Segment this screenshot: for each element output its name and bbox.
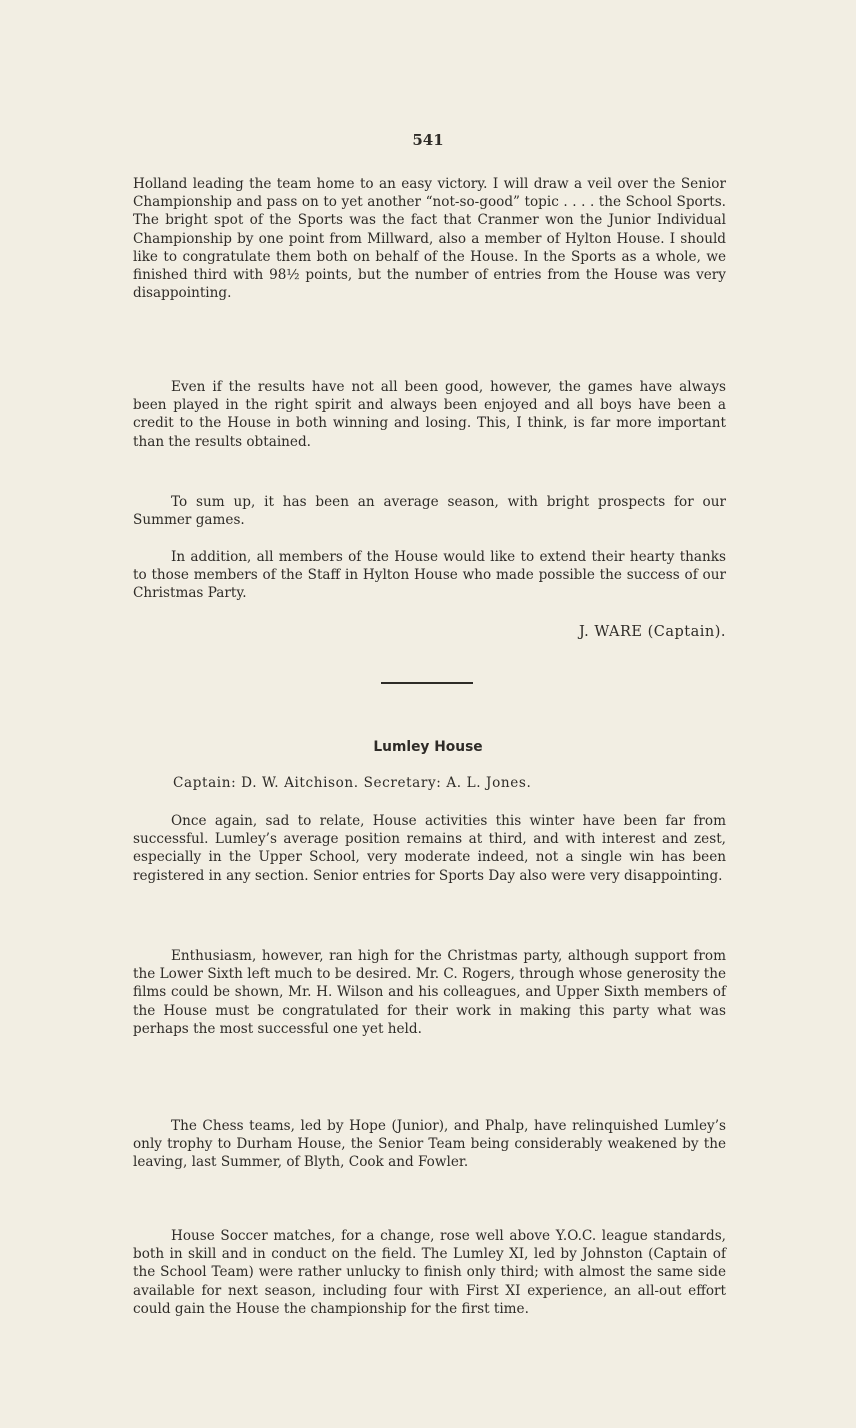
lumley-paragraph-4: House Soccer matches, for a change, rose well above Y.O.C. league standards, both in skill and in conduct on the field. The Lumley XI, led by Johnston (Captain of the School Team) were rather unlucky to finish only third; with almost the same side available for next season, including four with First XI experience, an all-out effort could gain the House the championship for the first time. <box>133 1228 726 1317</box>
lumley-paragraph-2: Enthusiasm, however, ran high for the Christmas party, although support from the Lower Sixth left much to be desired. Mr. C. Rogers, through whose generosity the films could be shown, Mr. H. Wilson and his colleagues, and Upper Sixth members of the House must be congratulated for their work in making this party what was perhaps the most successful one yet held. <box>133 948 726 1037</box>
hylton-paragraph-1: Holland leading the team home to an easy victory. I will draw a veil over the Senior Championship and pass on to yet another “not-so-good” topic . . . . the School Sports. The bright spot of the Sports was the fact that Cranmer won the Junior Individual Championship by one point from Millward, also a member of Hylton House. I should like to congratulate them both on behalf of the House. In the Sports as a whole, we finished third with 98½ points, but the number of entries from the House was very disappointing. <box>133 176 726 302</box>
hylton-paragraph-2: Even if the results have not all been good, however, the games have always been played in the right spirit and always been enjoyed and all boys have been a credit to the House in both winning and losing. This, I think, is far more important than the results obtained. <box>133 379 726 450</box>
lumley-paragraph-1: Once again, sad to relate, House activities this winter have been far from successful. Lumley’s average position remains at third, and with interest and zest, especially in the Upper School, very moderate indeed, not a single win has been registered in any section. Senior entries for Sports Day also were very disappointing. <box>133 813 726 884</box>
lumley-officers: Captain: D. W. Aitchison. Secretary: A. L. Jones. <box>173 775 532 791</box>
hylton-signature: J. WARE (Captain). <box>578 624 726 640</box>
section-heading-lumley-house: Lumley House <box>373 739 483 755</box>
hylton-paragraph-4: In addition, all members of the House would like to extend their hearty thanks to those members of the Staff in Hylton House who made possible the success of our Christmas Party. <box>133 549 726 602</box>
page-number: 541 <box>412 131 444 149</box>
hylton-paragraph-3: To sum up, it has been an average season, with bright prospects for our Summer games. <box>133 494 726 529</box>
lumley-paragraph-3: The Chess teams, led by Hope (Junior), and Phalp, have relinquished Lumley’s only trophy to Durham House, the Senior Team being considerably weakened by the leaving, last Summer, of Blyth, Cook and Fowler. <box>133 1118 726 1171</box>
section-divider <box>381 682 473 684</box>
